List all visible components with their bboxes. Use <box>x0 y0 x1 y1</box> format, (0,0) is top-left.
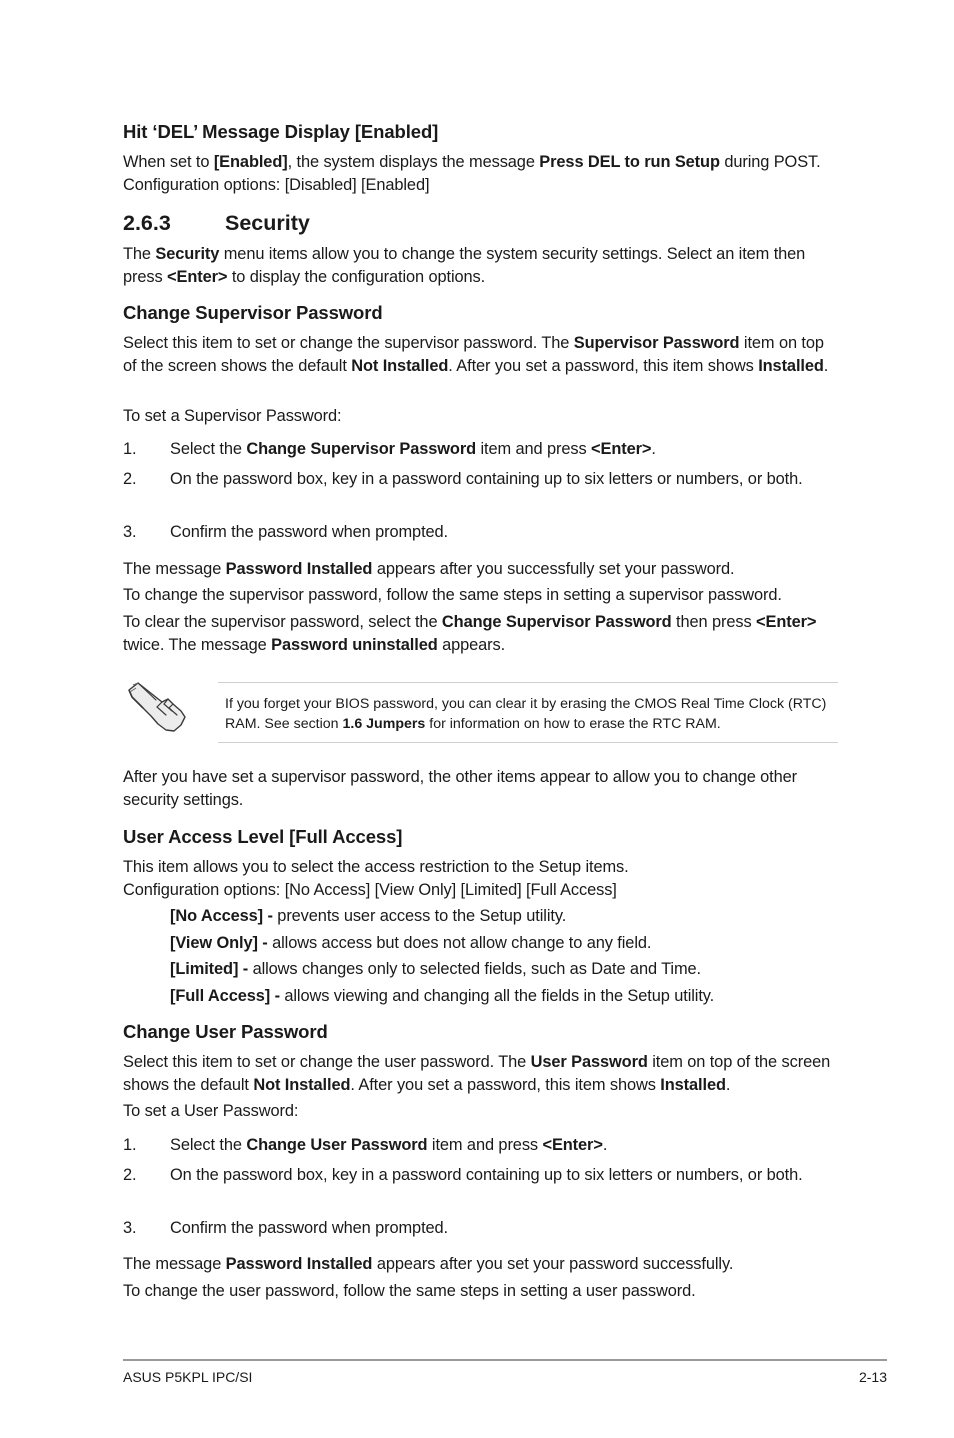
supervisor-message: The message Password Installed appears after you successfully set your password. <box>123 560 735 578</box>
user-password-description: Select this item to set or change the user password. The User Password item on top of the screen shows the default Not Installed. After you set a password, this item shows Installed. <box>123 1053 831 1094</box>
access-option: [No Access] - prevents user access to the Setup utility. <box>170 907 567 925</box>
note-text: If you forget your BIOS password, you can clear it by erasing the CMOS Real Time Clock (RTC) RAM. See section 1.6 Jumpers for information on how to erase the RTC RAM. <box>225 696 827 732</box>
footer-product: ASUS P5KPL IPC/SI <box>123 1369 253 1385</box>
user-password-heading: Change User Password <box>123 1021 328 1042</box>
footer-page-number: 2-13 <box>858 1369 887 1385</box>
footer-divider <box>123 1359 887 1361</box>
access-option: [View Only] - allows access but does not allow change to any field. <box>170 934 652 952</box>
hand-pointing-icon <box>124 680 188 734</box>
supervisor-clear: To clear the supervisor password, select the Change Supervisor Password then press <Enter> twice. The message Password uninstalled appears. <box>123 613 817 654</box>
section-name: Security <box>225 211 310 235</box>
hit-del-description: When set to [Enabled], the system displays the message Press DEL to run Setup during POST. Configuration options: [Disabled] [Enabled] <box>123 153 821 194</box>
supervisor-change: To change the supervisor password, follow the same steps in setting a supervisor password. <box>123 586 782 604</box>
user-access-heading: User Access Level [Full Access] <box>123 826 403 847</box>
section-intro: The Security menu items allow you to change the system security settings. Select an item then press <Enter> to display the configuration options. <box>123 245 806 286</box>
supervisor-description: Select this item to set or change the supervisor password. The Supervisor Password item on top of the screen shows the default Not Installed. After you set a password, this item shows Installed. <box>123 334 829 375</box>
section-number: 2.6.3 <box>123 211 171 235</box>
supervisor-to-set: To set a Supervisor Password: <box>123 407 342 425</box>
note-box <box>218 682 838 743</box>
after-set-text: After you have set a supervisor password, the other items appear to allow you to change other security settings. <box>123 768 798 809</box>
user-password-change: To change the user password, follow the same steps in setting a user password. <box>123 1282 696 1300</box>
user-access-line2: Configuration options: [No Access] [View Only] [Limited] [Full Access] <box>123 881 617 899</box>
user-password-to-set: To set a User Password: <box>123 1102 299 1120</box>
user-password-message: The message Password Installed appears after you set your password successfully. <box>123 1255 734 1273</box>
supervisor-heading: Change Supervisor Password <box>123 302 383 323</box>
access-option: [Limited] - allows changes only to selected fields, such as Date and Time. <box>170 960 701 978</box>
user-access-line1: This item allows you to select the access restriction to the Setup items. <box>123 858 629 876</box>
hit-del-heading: Hit ‘DEL’ Message Display [Enabled] <box>123 121 439 142</box>
section-title <box>123 210 839 236</box>
access-option: [Full Access] - allows viewing and changing all the fields in the Setup utility. <box>170 987 715 1005</box>
